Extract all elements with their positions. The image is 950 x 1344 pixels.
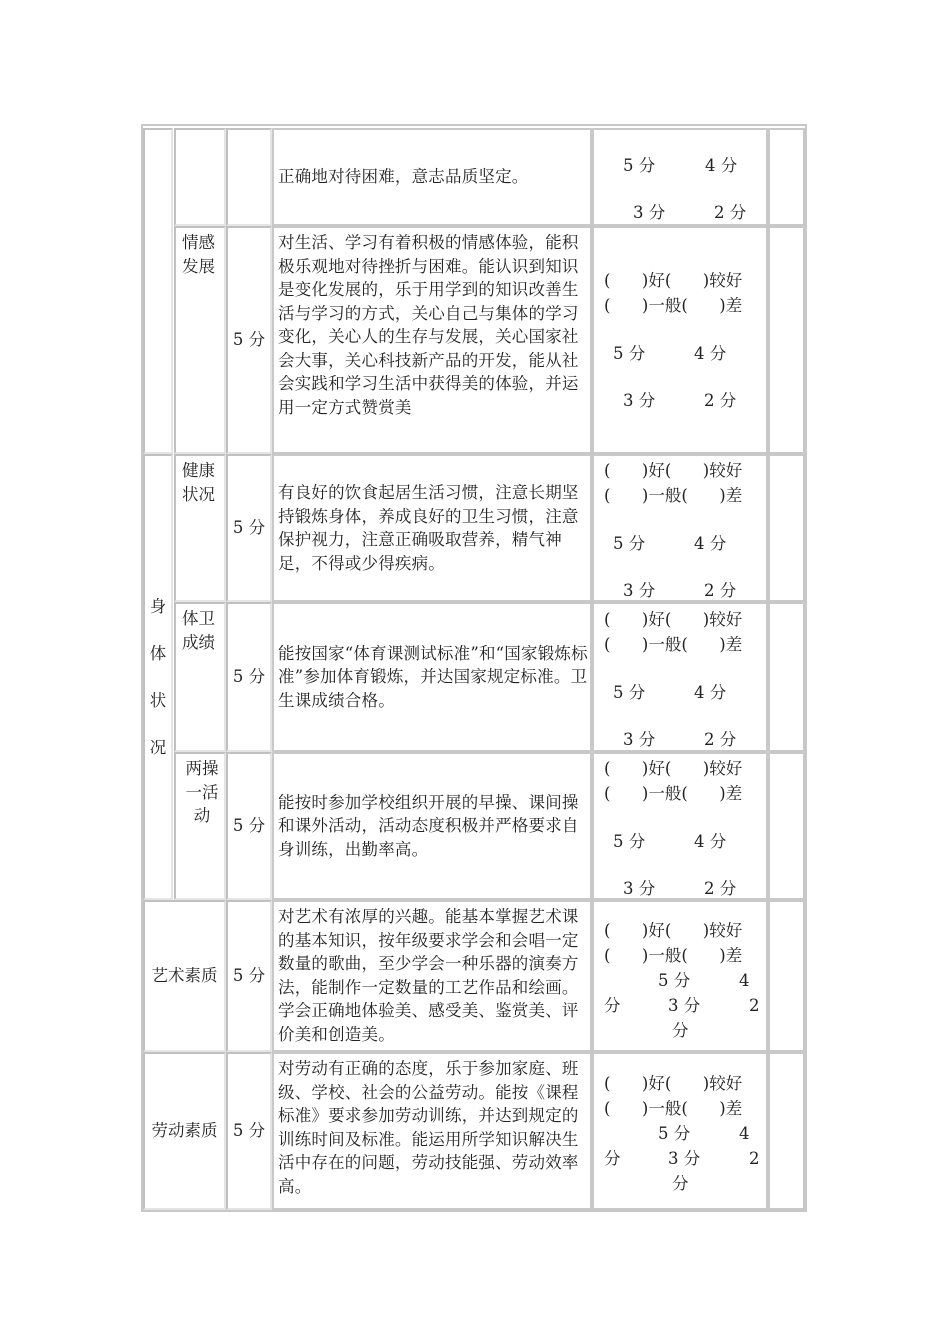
remarks-cell (768, 602, 805, 752)
criteria-text: 能按时参加学校组织开展的早操、课间操和课外活动，活动态度积极并严格要求自身训练，出勤率高。 (278, 792, 579, 859)
criteria-cell (272, 602, 592, 752)
score-2: 2 (749, 996, 760, 1015)
score-5: 5 分 (623, 156, 656, 175)
points-cell (226, 128, 272, 226)
score-3: 3 分 (623, 581, 656, 600)
points-value: 5 分 (232, 518, 266, 538)
points-value: 5 分 (232, 667, 266, 687)
score-4: 4 分 (694, 832, 727, 851)
score-2-unit: 分 (672, 1174, 689, 1193)
score-2: 2 (749, 1149, 760, 1168)
remarks-cell (768, 1052, 805, 1210)
criteria-text: 对艺术有浓厚的兴趣。能基本掌握艺术课的基本知识，按年级要求学会和会唱一定数量的歌曲，至少学会一种乐器的演奏方法，能制作一定数量的工艺作品和绘画。学会正确地体验美、感受美、鉴赏美、评价美和创造美。 (278, 907, 579, 1044)
section-label-char: 体 (149, 644, 167, 663)
sub-item-label: 两操 一活 动 (185, 759, 219, 825)
category-cell (143, 900, 226, 1052)
remarks-cell (768, 454, 805, 602)
section-label-body-condition (143, 454, 173, 900)
remarks-cell (768, 752, 805, 900)
rating-line-average: ( )一般( )差 (604, 784, 743, 803)
points-value: 5 分 (232, 966, 266, 986)
score-3: 3 分 (668, 996, 701, 1015)
rating-line-good: ( )好( )较好 (604, 461, 743, 480)
score-3: 3 分 (668, 1149, 701, 1168)
rating-line-average: ( )一般( )差 (604, 635, 743, 654)
score-4: 4 分 (694, 683, 727, 702)
sub-item-label: 健康 状况 (182, 461, 215, 504)
score-5: 5 分 (613, 832, 646, 851)
criteria-cell (272, 128, 592, 226)
score-5: 5 分 (658, 971, 691, 990)
criteria-text: 能按国家“体育课测试标准”和“国家锻炼标准”参加体育锻炼，并达国家规定标准。卫生课成绩合格。 (278, 643, 588, 710)
points-value: 5 分 (232, 1121, 266, 1141)
points-cell (226, 226, 272, 454)
score-4: 4 分 (705, 156, 738, 175)
rating-cell (592, 1052, 768, 1210)
criteria-cell (272, 752, 592, 900)
sub-item-cell (174, 226, 226, 454)
criteria-text: 对生活、学习有着积极的情感体验，能积极乐观地对待挫折与困难。能认识到知识是变化发展的，乐于用学到的知识改善生活与学习的方式，关心自己与集体的学习变化，关心人的生存与发展，关心国家社会大事，关心科技新产品的开发，能从社会实践和学习生活中获得美的体验，并运用一定方式赞赏美 (278, 233, 579, 417)
score-3: 3 分 (623, 730, 656, 749)
remarks-cell (768, 226, 805, 454)
sub-item-label: 体卫 成绩 (182, 609, 215, 652)
score-3: 3 分 (623, 879, 656, 898)
score-4: 4 (739, 1124, 750, 1143)
section-label-char: 状 (149, 691, 167, 710)
rating-line-good: ( )好( )较好 (604, 921, 743, 940)
criteria-cell (272, 226, 592, 454)
score-3: 3 分 (633, 203, 666, 222)
score-4-unit: 分 (604, 996, 621, 1015)
rating-line-average: ( )一般( )差 (604, 946, 743, 965)
score-3: 3 分 (623, 391, 656, 410)
criteria-text: 有良好的饮食起居生活习惯，注意长期坚持锻炼身体，养成良好的卫生习惯，注意保护视力，注意正确吸取营养，精气神足，不得或少得疾病。 (278, 483, 579, 573)
score-2: 2 分 (704, 730, 737, 749)
rating-line-good: ( )好( )较好 (604, 271, 743, 290)
score-2: 2 分 (704, 391, 737, 410)
section-label-char: 况 (149, 738, 167, 757)
score-4: 4 分 (694, 344, 727, 363)
score-5: 5 分 (613, 344, 646, 363)
category-label: 劳动素质 (151, 1121, 218, 1141)
sub-item-cell (174, 752, 226, 900)
category-label: 艺术素质 (151, 966, 218, 986)
remarks-cell (768, 128, 805, 226)
score-2-unit: 分 (672, 1021, 689, 1040)
sub-item-label: 情感 发展 (182, 233, 215, 276)
sub-item-cell (174, 602, 226, 752)
score-5: 5 分 (613, 683, 646, 702)
remarks-cell (768, 900, 805, 1052)
section-label-char: 身 (149, 597, 167, 616)
points-value: 5 分 (232, 816, 266, 836)
criteria-cell (272, 454, 592, 602)
criteria-text: 对劳动有正确的态度，乐于参加家庭、班级、学校、社会的公益劳动。能按《课程标准》要求参加劳动训练，并达到规定的训练时间及标准。能运用所学知识解决生活中存在的问题，劳动技能强、劳动效率高。 (278, 1059, 579, 1196)
rating-line-good: ( )好( )较好 (604, 1074, 743, 1093)
rating-line-good: ( )好( )较好 (604, 610, 743, 629)
rating-cell (592, 602, 768, 752)
rating-cell (592, 128, 768, 226)
score-4: 4 (739, 971, 750, 990)
points-cell (226, 602, 272, 752)
rating-cell (592, 752, 768, 900)
rating-cell (592, 900, 768, 1052)
points-cell (226, 900, 272, 1052)
points-cell (226, 1052, 272, 1210)
criteria-cell (272, 1052, 592, 1210)
points-cell (226, 454, 272, 602)
sub-item-cell (174, 128, 226, 226)
rating-line-average: ( )一般( )差 (604, 1099, 743, 1118)
score-4: 4 分 (694, 534, 727, 553)
score-5: 5 分 (658, 1124, 691, 1143)
points-cell (226, 752, 272, 900)
criteria-text: 正确地对待困难，意志品质坚定。 (278, 167, 529, 187)
rating-line-average: ( )一般( )差 (604, 486, 743, 505)
score-5: 5 分 (613, 534, 646, 553)
rating-line-good: ( )好( )较好 (604, 759, 743, 778)
points-value: 5 分 (232, 330, 266, 350)
sub-item-cell (174, 454, 226, 602)
rating-cell (592, 454, 768, 602)
outer-left-cell (143, 128, 173, 454)
score-2: 2 分 (704, 879, 737, 898)
score-4-unit: 分 (604, 1149, 621, 1168)
rating-line-average: ( )一般( )差 (604, 296, 743, 315)
score-2: 2 分 (714, 203, 747, 222)
rating-cell (592, 226, 768, 454)
category-cell (143, 1052, 226, 1210)
criteria-cell (272, 900, 592, 1052)
score-2: 2 分 (704, 581, 737, 600)
